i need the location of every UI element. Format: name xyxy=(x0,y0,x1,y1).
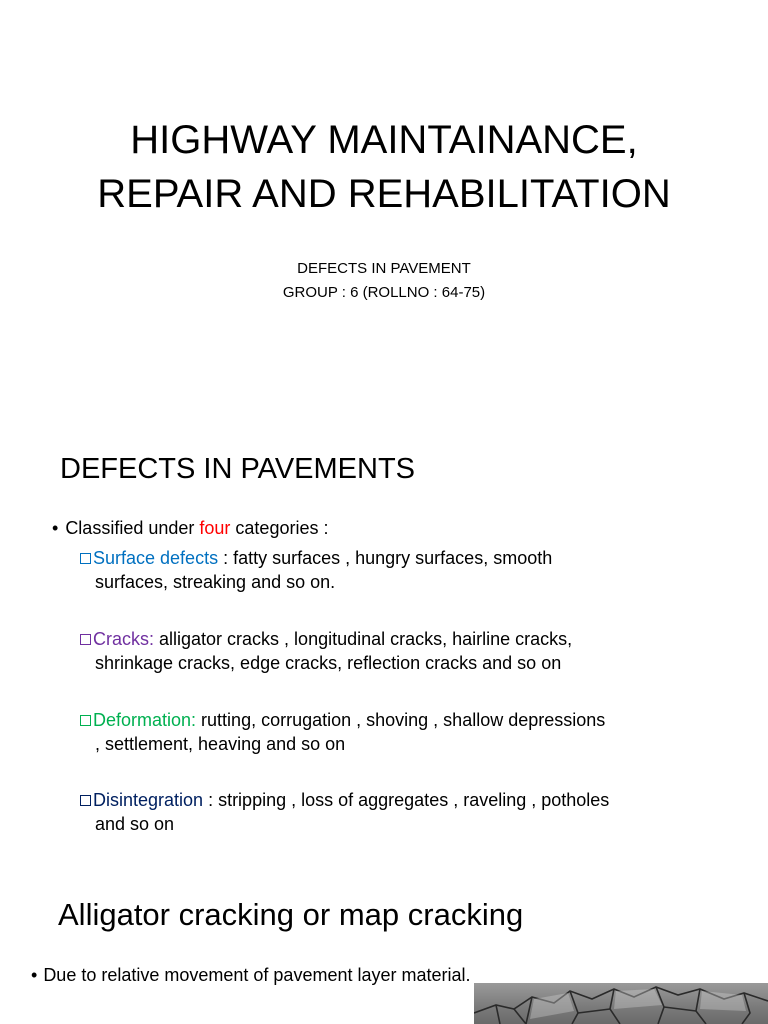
category-continuation: surfaces, streaking and so on. xyxy=(95,572,336,592)
bullet-prefix: Classified under xyxy=(65,518,200,538)
category-text: rutting, corrugation , shoving , shallow depressions xyxy=(196,710,606,730)
category-cracks xyxy=(80,627,710,675)
category-text: : stripping , loss of aggregates , raveling , potholes xyxy=(203,790,610,810)
alligator-slide xyxy=(0,864,768,1024)
defects-slide xyxy=(0,432,768,864)
bullet-text: Due to relative movement of pavement layer material. xyxy=(43,965,471,985)
slide-title xyxy=(0,113,768,221)
checkbox-bullet-icon xyxy=(80,715,91,726)
bullet-suffix: categories : xyxy=(230,518,329,538)
category-surface-defects xyxy=(80,546,710,594)
category-continuation: , settlement, heaving and so on xyxy=(95,734,346,754)
category-name: Surface defects xyxy=(93,548,219,568)
bullet-cause xyxy=(31,965,471,986)
subtitle-line-1: DEFECTS IN PAVEMENT xyxy=(297,260,471,277)
category-name: Disintegration xyxy=(93,790,204,810)
checkbox-bullet-icon xyxy=(80,795,91,806)
slide-heading: Alligator cracking or map cracking xyxy=(58,897,524,932)
slide-heading: DEFECTS IN PAVEMENTS xyxy=(60,453,416,485)
bullet-dot-icon: • xyxy=(31,965,38,985)
bullet-highlight: four xyxy=(199,518,231,538)
category-name: Cracks: xyxy=(93,629,155,649)
title-slide xyxy=(0,0,768,432)
title-line-2: REPAIR AND REHABILITATION xyxy=(97,172,671,216)
category-text: alligator cracks , longitudinal cracks, hairline cracks, xyxy=(154,629,573,649)
category-deformation xyxy=(80,708,710,756)
category-continuation: and so on xyxy=(95,814,175,834)
checkbox-bullet-icon xyxy=(80,553,91,564)
bullet-classified xyxy=(52,518,328,539)
title-line-1: HIGHWAY MAINTAINANCE, xyxy=(130,118,638,162)
category-text: : fatty surfaces , hungry surfaces, smooth xyxy=(218,548,553,568)
slide-subtitle xyxy=(0,257,768,305)
subtitle-line-2: GROUP : 6 (ROLLNO : 64-75) xyxy=(282,284,486,301)
category-disintegration xyxy=(80,788,710,836)
category-continuation: shrinkage cracks, edge cracks, reflection cracks and so on xyxy=(95,653,562,673)
cracked-pavement-photo xyxy=(474,983,768,1024)
category-name: Deformation: xyxy=(93,710,197,730)
crack-pattern-icon xyxy=(474,983,768,1024)
bullet-dot-icon: • xyxy=(52,518,59,538)
checkbox-bullet-icon xyxy=(80,634,91,645)
